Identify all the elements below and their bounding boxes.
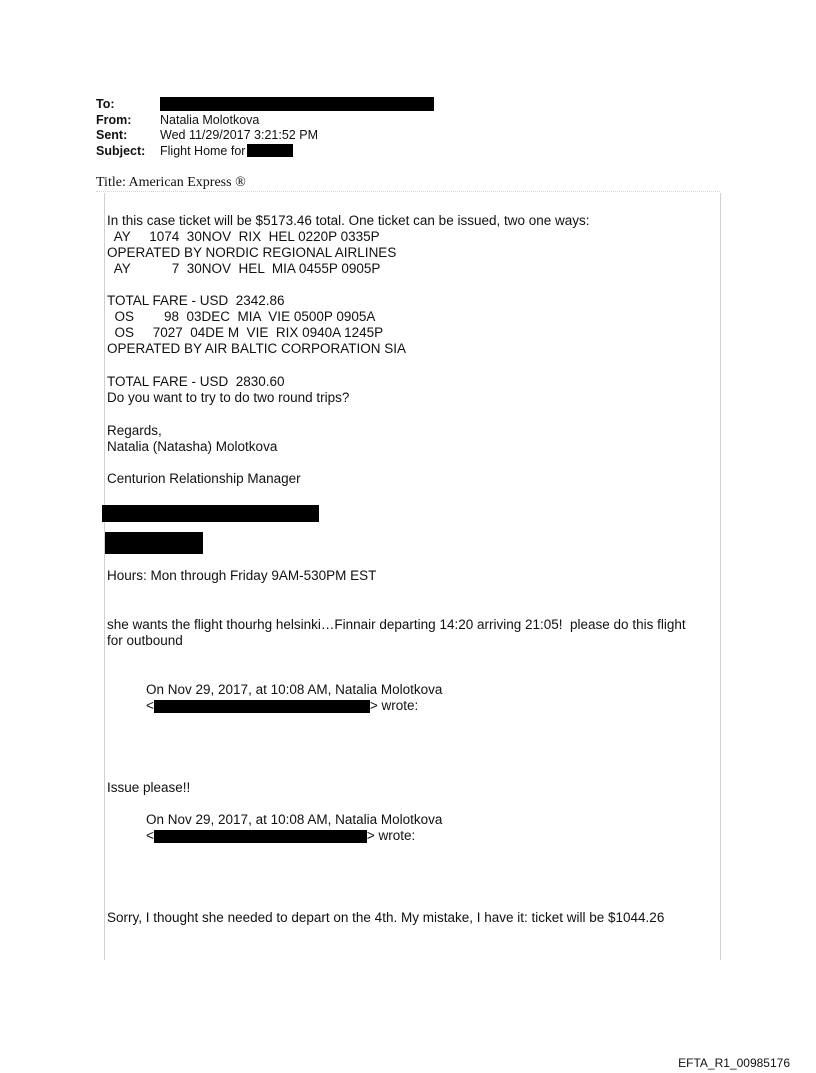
- from-value: Natalia Molotkova: [160, 112, 260, 127]
- signature-name: Natalia (Natasha) Molotkova: [107, 439, 278, 454]
- to-label: To:: [96, 97, 115, 111]
- quote-lt: <: [146, 828, 154, 843]
- from-row: [96, 113, 434, 129]
- issue-line: Issue please!!: [107, 780, 191, 795]
- email-header: [96, 97, 434, 159]
- reply-line-1: she wants the flight thourhg helsinki…Finnair departing 14:20 arriving 21:05! please do this flight: [107, 617, 686, 632]
- reply-line-2: for outbound: [107, 633, 183, 648]
- quote-wrote: > wrote:: [366, 828, 416, 843]
- signature-role: Centurion Relationship Manager: [107, 471, 301, 486]
- sorry-line: Sorry, I thought she needed to depart on the 4th. My mistake, I have it: ticket will be $1044.26: [107, 910, 665, 925]
- redaction-bar: [154, 830, 367, 843]
- redaction-bar: [160, 97, 434, 111]
- message-title: Title: American Express ®: [96, 175, 246, 190]
- subject-label: Subject:: [96, 143, 146, 158]
- quote-header-2: On Nov 29, 2017, at 10:08 AM, Natalia Molotkova: [146, 812, 443, 827]
- subject-row: [96, 144, 434, 160]
- quote-header-1: On Nov 29, 2017, at 10:08 AM, Natalia Molotkova: [146, 682, 443, 697]
- title-divider: [96, 191, 720, 192]
- flight-segment-4: OS 7027 04DE M VIE RIX 0940A 1245P: [107, 325, 384, 340]
- intro-line: In this case ticket will be $5173.46 total. One ticket can be issued, two one ways:: [107, 213, 590, 228]
- question-line: Do you want to try to do two round trips?: [107, 390, 350, 405]
- operated-by-2: OPERATED BY AIR BALTIC CORPORATION SIA: [107, 341, 407, 356]
- regards-line: Regards,: [107, 423, 162, 438]
- subject-value: Flight Home for: [160, 143, 246, 158]
- flight-segment-3: OS 98 03DEC MIA VIE 0500P 0905A: [107, 309, 376, 324]
- total-fare-1: TOTAL FARE - USD 2342.86: [107, 293, 285, 308]
- hours-line: Hours: Mon through Friday 9AM-530PM EST: [107, 568, 377, 583]
- redaction-bar: [102, 505, 319, 522]
- sent-value: Wed 11/29/2017 3:21:52 PM: [160, 128, 318, 142]
- flight-segment-1: AY 1074 30NOV RIX HEL 0220P 0335P: [107, 229, 380, 244]
- quote-sender-2: [146, 828, 415, 844]
- to-row: [96, 97, 434, 113]
- redaction-bar: [105, 532, 203, 554]
- sent-row: [96, 128, 434, 144]
- sent-label: Sent:: [96, 128, 128, 142]
- operated-by-1: OPERATED BY NORDIC REGIONAL AIRLINES: [107, 245, 397, 260]
- flight-segment-2: AY 7 30NOV HEL MIA 0455P 0905P: [107, 261, 381, 276]
- quote-wrote: > wrote:: [369, 698, 419, 713]
- quote-lt: <: [146, 698, 154, 713]
- document-id: EFTA_R1_00985176: [678, 1056, 790, 1070]
- total-fare-2: TOTAL FARE - USD 2830.60: [107, 374, 285, 389]
- from-label: From:: [96, 112, 132, 127]
- redaction-bar: [154, 700, 370, 713]
- redaction-bar: [247, 144, 293, 157]
- quote-sender-1: [146, 698, 418, 714]
